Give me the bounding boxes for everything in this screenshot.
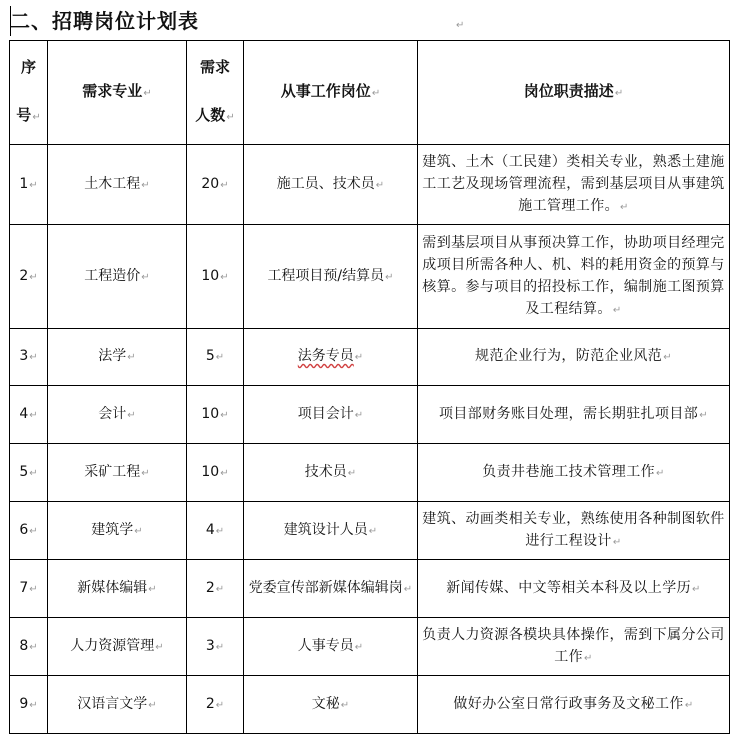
cell-seq: 4↵ [10, 386, 48, 444]
paragraph-mark-icon: ↵ [656, 467, 665, 479]
table-row [10, 225, 730, 329]
cell-duty: 建筑、土木（工民建）类相关专业，熟悉土建施工工艺及现场管理流程，需到基层项目从事建筑施工管理工作。↵ [418, 145, 730, 225]
cell-duty: 项目部财务账目处理，需长期驻扎项目部↵ [418, 386, 730, 444]
cell-major: 建筑学↵ [48, 502, 187, 560]
cell-seq: 1↵ [10, 145, 48, 225]
paragraph-mark-icon: ↵ [215, 352, 225, 363]
cell-seq: 3↵ [10, 329, 48, 386]
cell-count: 20↵ [187, 145, 244, 225]
cell-count: 5↵ [187, 329, 244, 386]
cell-seq: 9↵ [10, 676, 48, 734]
cell-duty: 建筑、动画类相关专业，熟练使用各种制图软件进行工程设计↵ [418, 502, 730, 560]
cell-position: 项目会计↵ [244, 386, 418, 444]
cell-position: 技术员↵ [244, 444, 418, 502]
paragraph-mark-icon: ↵ [215, 641, 225, 653]
cell-position: 党委宣传部新媒体编辑岗↵ [244, 560, 418, 618]
paragraph-mark-icon: ↵ [29, 352, 38, 363]
cell-count: 10↵ [187, 444, 244, 502]
paragraph-mark-icon: ↵ [456, 20, 465, 31]
paragraph-mark-icon: ↵ [354, 409, 364, 421]
cell-major: 工程造价↵ [48, 225, 187, 329]
header-seq: 序 号↵ [10, 41, 48, 145]
paragraph-mark-icon: ↵ [220, 179, 229, 191]
cell-seq: 6↵ [10, 502, 48, 560]
paragraph-mark-icon: ↵ [612, 536, 622, 548]
paragraph-mark-icon: ↵ [29, 467, 38, 479]
cell-count: 2↵ [187, 676, 244, 734]
cell-position: 法务专员↵ [244, 329, 418, 386]
cell-seq: 8↵ [10, 618, 48, 676]
paragraph-mark-icon: ↵ [29, 525, 38, 537]
paragraph-mark-icon: ↵ [347, 467, 357, 479]
paragraph-mark-icon: ↵ [127, 352, 136, 363]
paragraph-mark-icon: ↵ [148, 583, 157, 595]
header-position: 从事工作岗位↵ [244, 41, 418, 145]
cell-major: 人力资源管理↵ [48, 618, 187, 676]
paragraph-mark-icon: ↵ [220, 467, 229, 479]
cell-position: 建筑设计人员↵ [244, 502, 418, 560]
cell-position: 人事专员↵ [244, 618, 418, 676]
table-row [10, 560, 730, 618]
paragraph-mark-icon: ↵ [127, 409, 136, 421]
table-row [10, 329, 730, 386]
cell-seq: 2↵ [10, 225, 48, 329]
paragraph-mark-icon: ↵ [29, 699, 38, 711]
cell-seq: 7↵ [10, 560, 48, 618]
paragraph-mark-icon: ↵ [141, 179, 150, 191]
cell-count: 3↵ [187, 618, 244, 676]
cell-count: 2↵ [187, 560, 244, 618]
page-title: 二、招聘岗位计划表 [10, 9, 199, 33]
table-row [10, 618, 730, 676]
paragraph-mark-icon: ↵ [141, 271, 150, 283]
paragraph-mark-icon: ↵ [215, 583, 225, 595]
cell-duty: 负责人力资源各模块具体操作，需到下属分公司工作↵ [418, 618, 730, 676]
cell-duty: 规范企业行为，防范企业风范↵ [418, 329, 730, 386]
paragraph-mark-icon: ↵ [663, 352, 672, 363]
recruitment-plan-table [9, 40, 730, 734]
paragraph-mark-icon: ↵ [368, 525, 378, 537]
cell-position: 施工员、技术员↵ [244, 145, 418, 225]
cell-major: 新媒体编辑↵ [48, 560, 187, 618]
cell-major: 采矿工程↵ [48, 444, 187, 502]
paragraph-mark-icon: ↵ [134, 525, 143, 537]
cell-position: 文秘↵ [244, 676, 418, 734]
cell-count: 10↵ [187, 225, 244, 329]
cell-count: 4↵ [187, 502, 244, 560]
cell-duty: 做好办公室日常行政事务及文秘工作↵ [418, 676, 730, 734]
table-header-row [10, 41, 730, 145]
header-major: 需求专业↵ [48, 41, 187, 145]
paragraph-mark-icon: ↵ [584, 652, 593, 664]
paragraph-mark-icon: ↵ [29, 641, 38, 653]
paragraph-mark-icon: ↵ [354, 352, 364, 363]
paragraph-mark-icon: ↵ [684, 699, 694, 711]
header-count: 需求 人数↵ [187, 41, 244, 145]
paragraph-mark-icon: ↵ [215, 525, 225, 537]
cell-duty: 新闻传媒、中文等相关本科及以上学历↵ [418, 560, 730, 618]
paragraph-mark-icon: ↵ [699, 409, 708, 421]
cell-major: 法学↵ [48, 329, 187, 386]
paragraph-mark-icon: ↵ [215, 699, 225, 711]
paragraph-mark-icon: ↵ [29, 409, 38, 421]
paragraph-mark-icon: ↵ [385, 271, 394, 283]
cell-major: 土木工程↵ [48, 145, 187, 225]
paragraph-mark-icon: ↵ [354, 641, 364, 653]
table-row [10, 676, 730, 734]
cell-major: 会计↵ [48, 386, 187, 444]
table-row [10, 386, 730, 444]
paragraph-mark-icon: ↵ [220, 271, 229, 283]
paragraph-mark-icon: ↵ [403, 583, 413, 595]
paragraph-mark-icon: ↵ [612, 304, 622, 316]
paragraph-mark-icon: ↵ [29, 179, 38, 191]
paragraph-mark-icon: ↵ [155, 641, 164, 653]
table-row [10, 145, 730, 225]
paragraph-mark-icon: ↵ [141, 467, 150, 479]
table-row [10, 502, 730, 560]
paragraph-mark-icon: ↵ [29, 583, 38, 595]
paragraph-mark-icon: ↵ [620, 201, 629, 213]
paragraph-mark-icon: ↵ [29, 271, 38, 283]
paragraph-mark-icon: ↵ [692, 583, 701, 595]
cell-position: 工程项目预/结算员↵ [244, 225, 418, 329]
table-row [10, 444, 730, 502]
paragraph-mark-icon: ↵ [220, 409, 229, 421]
header-duty: 岗位职责描述↵ [418, 41, 730, 145]
cell-major: 汉语言文学↵ [48, 676, 187, 734]
paragraph-mark-icon: ↵ [340, 699, 350, 711]
cell-duty: 需到基层项目从事预决算工作，协助项目经理完成项目所需各种人、机、料的耗用资金的预算与核算。参与项目的招投标工作，编制施工图预算及工程结算。↵ [418, 225, 730, 329]
cell-count: 10↵ [187, 386, 244, 444]
cell-seq: 5↵ [10, 444, 48, 502]
paragraph-mark-icon: ↵ [375, 179, 385, 191]
paragraph-mark-icon: ↵ [148, 699, 157, 711]
cell-duty: 负责井巷施工技术管理工作↵ [418, 444, 730, 502]
